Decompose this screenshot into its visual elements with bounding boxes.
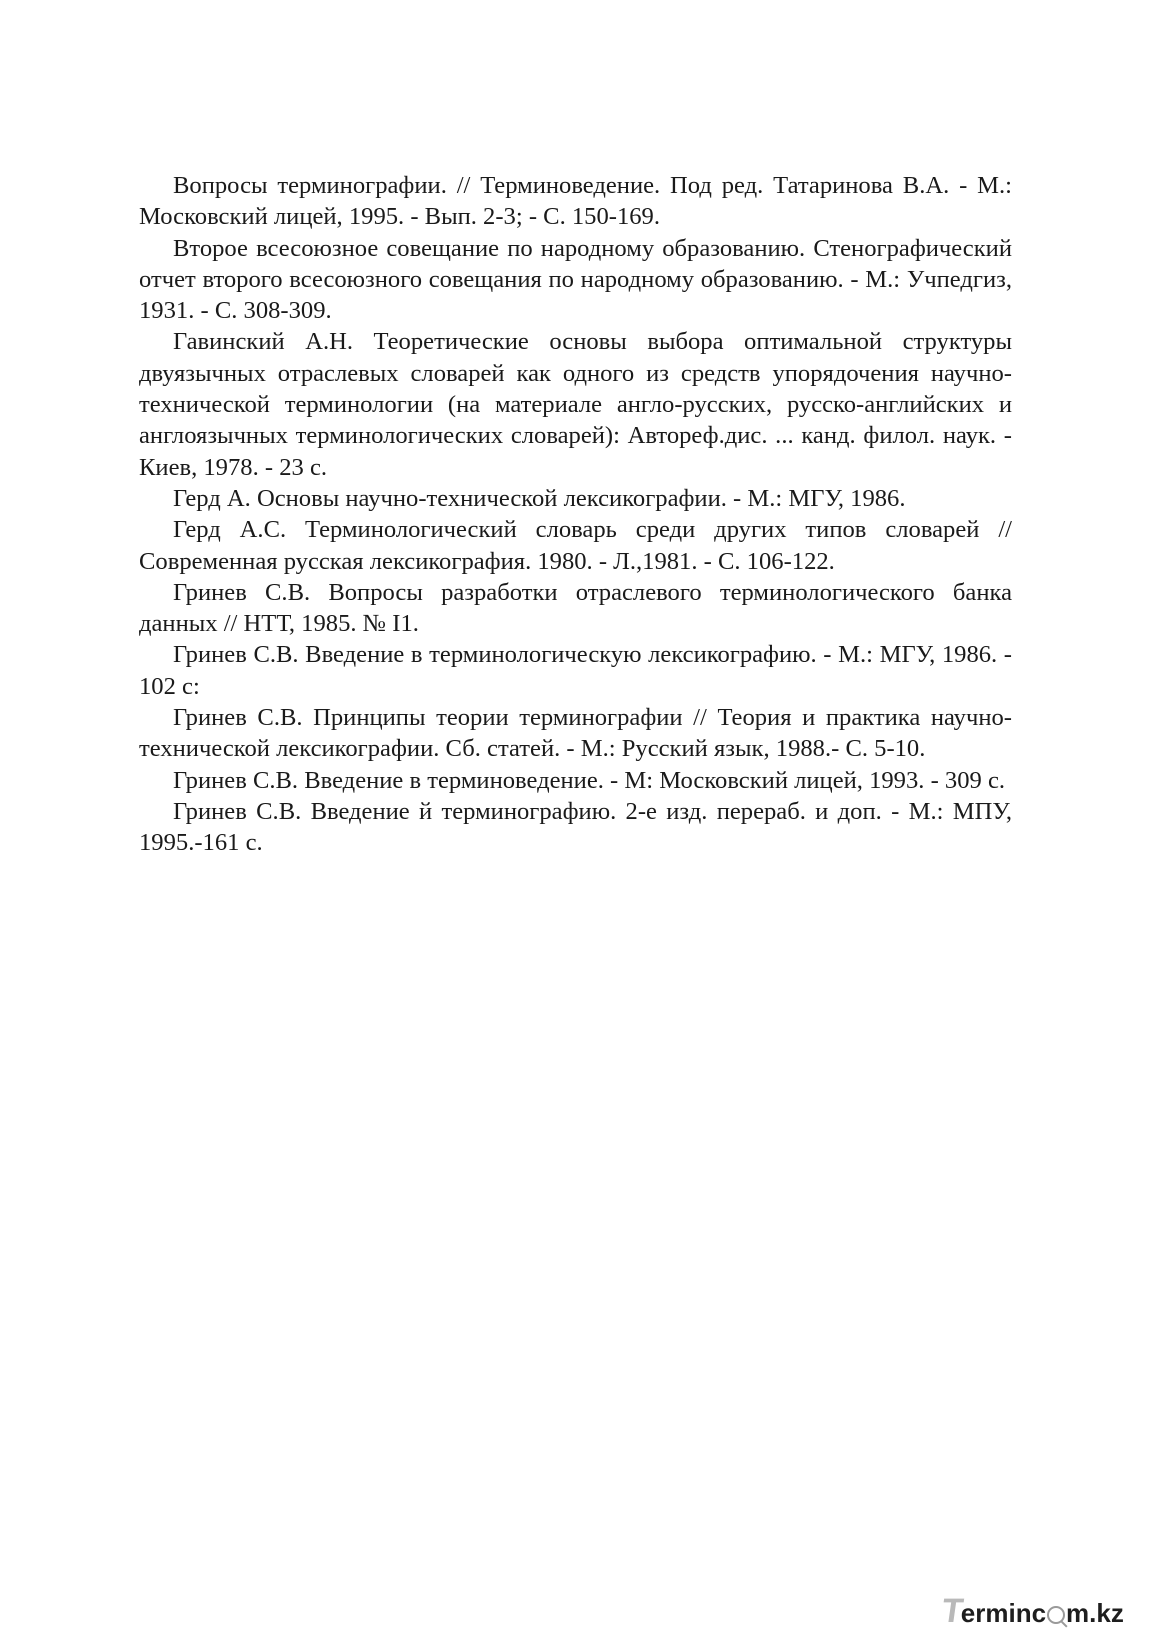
bibliography-entry: Герд А. Основы научно-технической лексикографии. - М.: МГУ, 1986.: [173, 484, 906, 512]
bibliography-list: [139, 170, 1012, 859]
watermark-text-middle: erminc: [960, 1598, 1047, 1628]
bibliography-entry: Гринев С.В. Введение в терминологическую лексикографию. - М.: МГУ, 1986. - 102 с:: [139, 641, 1012, 700]
bibliography-entry: Второе всесоюзное совещание по народному образованию. Стенографический отчет второго всесоюзного совещания по народному образованию. - М.: Учпедгиз, 1931. - С. 308-309.: [139, 234, 1012, 325]
watermark-text-end: m.kz: [1066, 1598, 1124, 1628]
bibliography-entry: Гавинский А.Н. Теоретические основы выбора оптимальной структуры двуязычных отраслевых словарей как одного из средств упорядочения научно-технической терминологии (на материале англо-русских, русско-английских и англоязычных терминологических словарей): Автореф.дис. ... канд. филол. наук. - Киев, 1978. - 23 с.: [139, 328, 1012, 481]
bibliography-entry: Гринев С.В. Принципы теории терминографии // Теория и практика научно-технической лексикографии. Сб. статей. - М.: Русский язык, 1988.- С. 5-10.: [139, 704, 1012, 763]
watermark-t-letter: T: [939, 1592, 966, 1630]
bibliography-entry: Герд А.С. Терминологический словарь среди других типов словарей // Современная русская лексикография. 1980. - Л.,1981. - С. 106-122.: [139, 516, 1012, 575]
magnifier-icon: [1047, 1606, 1065, 1624]
bibliography-entry: Гринев С.В. Вопросы разработки отраслевого терминологического банка данных // НТТ, 1985. № I1.: [139, 578, 1012, 638]
bibliography-entry: Гринев С.В. Введение й терминографию. 2-е изд. перераб. и доп. - М.: МПУ, 1995.-161 с.: [139, 797, 1012, 857]
termincom-watermark-logo: [939, 1592, 1142, 1630]
bibliography-entry: Вопросы терминографии. // Терминоведение. Под ред. Татаринова В.А. - М.: Московский лицей, 1995. - Вып. 2-3; - С. 150-169.: [139, 172, 1012, 231]
bibliography-entry: Гринев С.В. Введение в терминоведение. - М: Московский лицей, 1993. - 309 с.: [173, 766, 1006, 794]
